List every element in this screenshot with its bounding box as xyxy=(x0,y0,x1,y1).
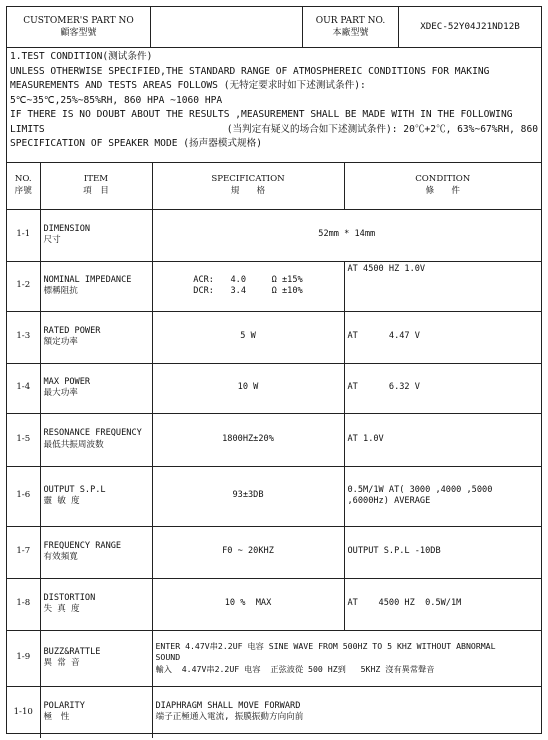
test-condition-limits-detail: (当判定有疑义的场合如下述测试条件): 20℃+2℃, 63%~67%RH, 860 xyxy=(226,123,538,135)
row-spec: 5 W xyxy=(152,311,344,363)
row-item xyxy=(40,686,152,738)
row-item-en: POLARITY xyxy=(43,700,85,711)
row-item-zh: 最低共振周波数 xyxy=(43,439,104,450)
our-part-no-label-zh: 本廠型號 xyxy=(332,28,369,38)
test-condition-line: UNLESS OTHERWISE SPECIFIED,THE STANDARD RANGE OF ATMOSPHEREIC CONDITIONS FOR MAKING xyxy=(10,65,490,77)
customer-part-no-value xyxy=(151,7,303,47)
dcr-line xyxy=(193,286,302,298)
row-spec: 10 % MAX xyxy=(152,578,344,630)
row-item xyxy=(40,578,152,630)
row-condition-line: 0.5M/1W AT( 3000 ,4000 ,5000 xyxy=(347,484,493,495)
row-item xyxy=(40,526,152,578)
col-header-item-en: ITEM xyxy=(83,174,109,185)
row-condition xyxy=(344,466,541,526)
dcr-label: DCR: xyxy=(193,286,214,296)
col-header-no xyxy=(7,163,40,209)
col-header-spec-zh: 規 格 xyxy=(230,185,266,196)
table-row xyxy=(7,578,541,630)
table-row xyxy=(7,526,541,578)
customer-part-no-label-en: CUSTOMER'S PART NO xyxy=(23,16,134,26)
row-item-zh: 靈 敏 度 xyxy=(43,496,80,506)
spec-table xyxy=(7,163,541,738)
table-header-row xyxy=(7,163,541,209)
col-header-no-en: NO. xyxy=(14,174,32,185)
row-item-zh: 失 真 度 xyxy=(43,604,80,614)
row-item-zh: 有效頻寬 xyxy=(43,552,78,562)
table-row xyxy=(7,466,541,526)
row-condition: AT 6.32 V xyxy=(344,363,541,413)
col-header-condition xyxy=(344,163,541,209)
col-header-cond-en: CONDITION xyxy=(415,174,471,185)
row-no: 1-6 xyxy=(7,466,40,526)
row-spec-line: DIAPHRAGM SHALL MOVE FORWARD xyxy=(155,700,301,711)
row-no: 1-7 xyxy=(7,526,40,578)
our-part-no-label-en: OUR PART NO. xyxy=(315,16,386,26)
our-part-no-text: XDEC-52Y04J21ND12B xyxy=(420,21,520,32)
row-no: 1-9 xyxy=(7,630,40,686)
test-condition-title: 1.TEST CONDITION(测试条件) xyxy=(10,51,153,62)
row-spec: 1800HZ±20% xyxy=(152,413,344,466)
row-item-en: RESONANCE FREQUENCY xyxy=(43,428,142,438)
col-header-no-zh: 序號 xyxy=(14,185,32,196)
col-header-spec xyxy=(152,163,344,209)
test-condition-section xyxy=(7,47,541,163)
row-spec-impedance xyxy=(152,261,344,311)
row-item-en: NOMINAL IMPEDANCE xyxy=(43,274,132,285)
row-condition: OUTPUT S.P.L -10DB xyxy=(344,526,541,578)
table-row xyxy=(7,413,541,466)
row-spec: 10 W xyxy=(152,363,344,413)
col-header-item xyxy=(40,163,152,209)
row-item xyxy=(40,630,152,686)
table-row xyxy=(7,261,541,311)
test-condition-line: MEASUREMENTS AND TESTS AREAS FOLLOWS (无特定要求时如下述测试条件): xyxy=(10,80,366,91)
row-item xyxy=(40,209,152,261)
row-no: 1-2 xyxy=(7,261,40,311)
row-item xyxy=(40,413,152,466)
our-part-no-value xyxy=(399,7,541,47)
row-no: 1-5 xyxy=(7,413,40,466)
row-item xyxy=(40,311,152,363)
row-spec-wide xyxy=(152,630,541,686)
row-item-en: DIMENSION xyxy=(43,223,91,234)
col-header-item-zh: 項 目 xyxy=(83,185,109,196)
row-item xyxy=(40,261,152,311)
test-condition-line xyxy=(10,123,538,138)
table-row xyxy=(7,686,541,738)
row-no: 1-3 xyxy=(7,311,40,363)
speaker-mode-title: SPECIFICATION OF SPEAKER MODE (扬声器模式规格) xyxy=(10,138,262,149)
table-row xyxy=(7,363,541,413)
row-item-en: DISTORTION xyxy=(43,592,96,603)
table-row xyxy=(7,630,541,686)
row-condition: AT 4500 HZ 1.0V xyxy=(344,261,541,311)
table-row xyxy=(7,311,541,363)
test-condition-line: 5℃~35℃,25%~85%RH, 860 HPA ~1060 HPA xyxy=(10,94,223,106)
dcr-tolerance: Ω ±10% xyxy=(271,286,303,296)
acr-value: 4.0 xyxy=(230,274,246,285)
dcr-value: 3.4 xyxy=(230,286,246,296)
table-row xyxy=(7,209,541,261)
row-spec: F0 ~ 20KHZ xyxy=(152,526,344,578)
customer-part-no-label xyxy=(7,7,151,47)
row-spec: 93±3DB xyxy=(152,466,344,526)
row-item-en: FREQUENCY RANGE xyxy=(43,540,122,551)
row-item-zh: 額定功率 xyxy=(43,337,78,347)
row-no: 1-1 xyxy=(7,209,40,261)
row-condition: AT 4.47 V xyxy=(344,311,541,363)
row-spec-line: ENTER 4.47V串2.2UF 电容 SINE WAVE FROM 500HZ TO 5 KHZ WITHOUT ABNORMAL xyxy=(155,640,496,651)
acr-tolerance: Ω ±15% xyxy=(271,274,303,285)
row-item-zh: 最大功率 xyxy=(43,388,78,398)
row-item-en: BUZZ&RATTLE xyxy=(43,646,101,657)
row-spec-line: 輸入 4.47V串2.2UF 电容 正弦波從 500 HZ到 5KHZ 沒有異常聲音 xyxy=(155,663,435,674)
test-condition-limits: LIMITS xyxy=(10,123,45,135)
acr-label: ACR: xyxy=(193,274,214,285)
row-item-en: MAX POWER xyxy=(43,376,91,387)
our-part-no-label xyxy=(303,7,399,47)
row-item-zh: 標稱阻抗 xyxy=(43,286,78,296)
row-condition: AT 1.0V xyxy=(344,413,541,466)
row-item-en: OUTPUT S.P.L xyxy=(43,484,106,495)
row-item xyxy=(40,363,152,413)
row-item xyxy=(40,466,152,526)
customer-part-no-label-zh: 顧客型號 xyxy=(60,28,97,38)
col-header-spec-en: SPECIFICATION xyxy=(211,174,285,185)
row-spec: 52mm * 14mm xyxy=(152,209,541,261)
row-item-zh: 極 性 xyxy=(43,712,70,723)
row-no: 1-4 xyxy=(7,363,40,413)
test-condition-line: IF THERE IS NO DOUBT ABOUT THE RESULTS ,MEASUREMENT SHALL BE MADE WITH IN THE FOLLOWING xyxy=(10,109,513,120)
impedance-values xyxy=(193,275,302,298)
col-header-cond-zh: 條 件 xyxy=(425,185,460,196)
acr-line xyxy=(193,275,302,287)
row-no: 1-8 xyxy=(7,578,40,630)
row-item-zh: 尺寸 xyxy=(43,235,61,245)
row-spec-wide xyxy=(152,686,541,738)
row-condition: AT 4500 HZ 0.5W/1M xyxy=(344,578,541,630)
row-spec-line: SOUND xyxy=(155,652,181,663)
row-no: 1-10 xyxy=(7,686,40,738)
row-spec-line: 端子正極通入電流, 振膜振動方向向前 xyxy=(155,712,304,723)
document-header xyxy=(7,7,541,48)
spec-sheet xyxy=(6,6,542,734)
row-item-zh: 異 常 音 xyxy=(43,658,80,668)
row-condition-line: ,6000Hz) AVERAGE xyxy=(347,496,431,506)
row-item-en: RATED POWER xyxy=(43,325,101,336)
